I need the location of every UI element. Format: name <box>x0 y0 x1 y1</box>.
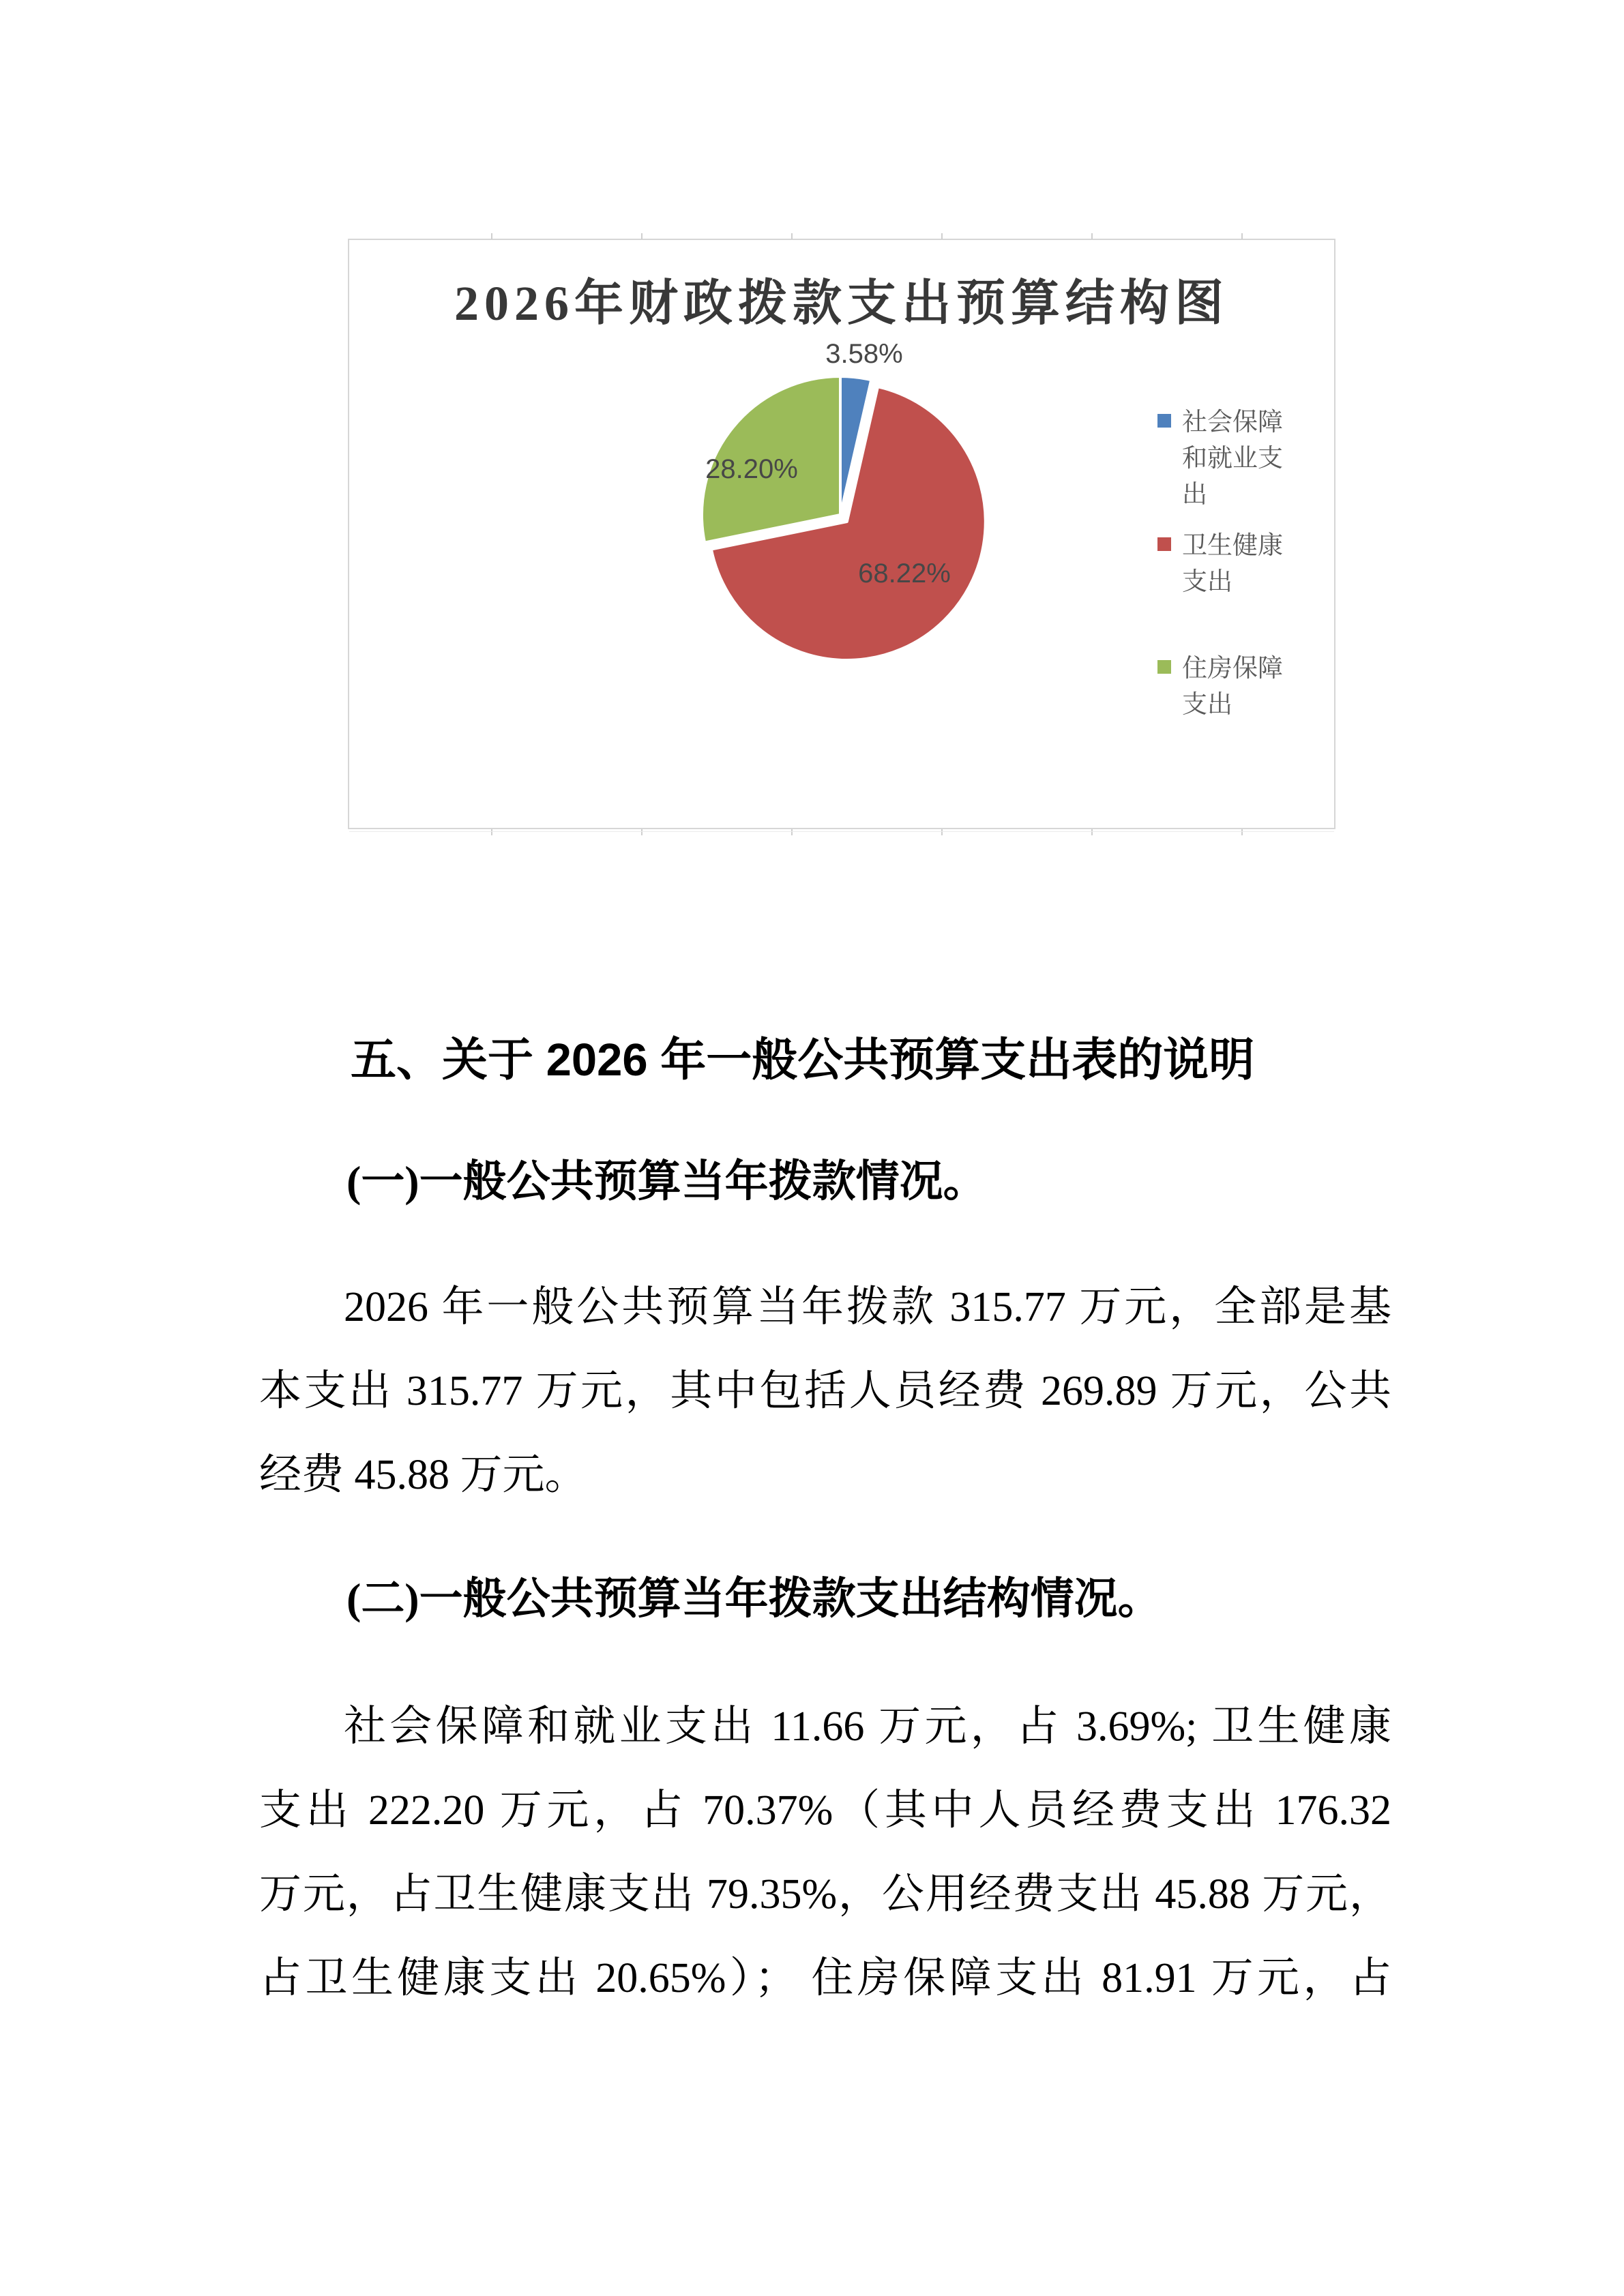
legend-swatch-housing <box>1157 660 1171 674</box>
legend-label-housing: 住房保障 支出 <box>1182 654 1283 718</box>
legend-swatch-social-security <box>1157 414 1171 428</box>
paragraph-appropriation: 2026 年一般公共预算当年拨款 315.77 万元，全部是基 本支出 315.77 万元，其中包括人员经费 269.89 万元，公共 经费 45.88 万元。 <box>259 1284 1391 1498</box>
legend-item <box>1157 650 1283 722</box>
document-body <box>259 1018 1391 2021</box>
legend-swatch-health <box>1157 537 1171 551</box>
legend-item <box>1157 527 1283 599</box>
pie-data-label-2: 28.20% <box>705 454 798 484</box>
subsection-heading-2: (二)一般公共预算当年拨款支出结构情况。 <box>346 1575 1162 1623</box>
legend-label-social-security: 社会保障 和就业支 出 <box>1182 408 1283 508</box>
chart-title: 2026年财政拨款支出预算结构图 <box>454 276 1229 331</box>
pie-data-label-1: 68.22% <box>858 558 951 588</box>
paragraph-expenditure-structure: 社会保障和就业支出 11.66 万元，占 3.69%; 卫生健康 支出 222.20 万元，占 70.37%（其中人员经费支出 176.32 万元，占卫生健康支出 79.35%，公用经费支出 45.88 万元， 占卫生健康支出 20.65%）； 住房保障支出 81.91 万元，占 <box>259 1703 1391 2001</box>
chart-bottom-gridline <box>349 831 1334 832</box>
section-heading-main: 五、关于 2026 年一般公共预算支出表的说明 <box>351 1034 1255 1086</box>
subsection-heading-1: (一)一般公共预算当年拨款情况。 <box>346 1157 987 1206</box>
legend-item <box>1157 404 1283 512</box>
legend-label-health: 卫生健康 支出 <box>1182 531 1283 595</box>
pie-data-label-0: 3.58% <box>825 339 903 369</box>
pie-chart-frame <box>348 239 1335 829</box>
